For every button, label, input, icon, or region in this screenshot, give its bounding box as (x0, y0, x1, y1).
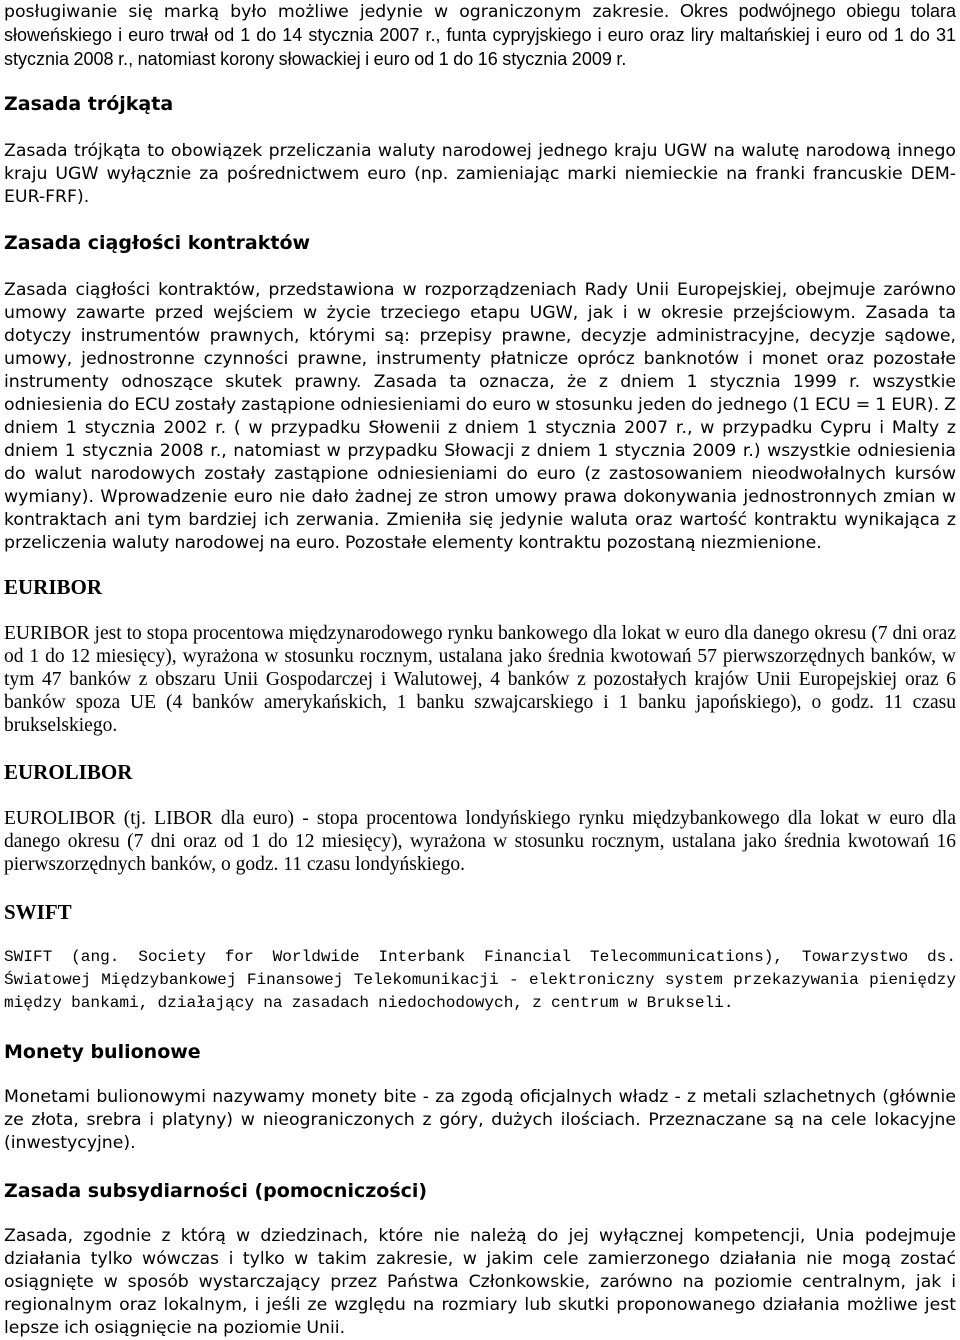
text-span: , w przypadku Cypru i Malty z dniem 1 stycznia 2008 r. (4, 418, 956, 461)
heading-monety-bulionowe: Monety bulionowe (4, 1041, 201, 1063)
text-span: Monetami bulionowymi nazywamy monety bite - za zgodą oficjalnych władz - z metali szlachetnych (głównie ze złota, srebra i platyny) w nieograniczonych z góry, dużych ilościach. (4, 1087, 956, 1130)
text-span: SWIFT (ang. (4, 948, 120, 966)
heading-eurolibor: EUROLIBOR (4, 760, 133, 784)
paragraph-monety-bulionowe (4, 1086, 956, 1155)
text-span: 11 czasu londyńskiego. (278, 854, 466, 875)
text-span: LIBOR dla euro) - stopa procentowa londyńskiego rynku międzybankowego dla lokat w euro dla danego okresu (7 dni oraz od 1 do 12 miesięcy), wyrażona w stosunku rocznym, ustalana jako średnia kwotowań 16 pierwszorzędnych banków, o godz. (4, 808, 956, 875)
text-span: Pozostałe elementy kontraktu pozostaną niezmienione. (339, 533, 822, 553)
paragraph-euribor (4, 622, 956, 737)
heading-swift: SWIFT (4, 900, 72, 924)
heading-zasada-subsydiarnosci: Zasada subsydiarności (pomocniczości) (4, 1180, 428, 1202)
intro-sentence: , natomiast korony słowackiej i euro od 1 do 16 stycznia 2009 r. (128, 49, 627, 69)
text-span: Zasada ta dotyczy instrumentów prawnych, którymi są: przepisy prawne, decyzje administracyjne, decyzje sądowe, umowy, jednostronne czynności prawne, instrumenty płatnicze oprócz banknotów i monet oraz pozostałe instrumenty odnoszące skutek prawny. (4, 303, 957, 392)
paragraph-eurolibor (4, 807, 956, 876)
text-span: Przeznaczane są na cele lokacyjne (inwestycyjne). (4, 1110, 956, 1153)
paragraph-zasada-trojkata (4, 140, 956, 209)
text-span: ) wszystkie odniesienia do walut narodowych zostały zastąpione odniesieniami do euro (z zastosowaniem nieodwołalnych kursów wymiany). (4, 441, 956, 507)
paragraph-zasada-subsydiarnosci (4, 1225, 956, 1340)
text-span: zamieniając marki niemieckie na franki francuskie DEM-EUR-FRF). (4, 164, 956, 207)
text-span: 11 czasu brukselskiego. (4, 692, 956, 736)
text-span: wszystkie odniesienia do ECU zostały zastąpione odniesieniami do euro w stosunku jeden do jednego (1 ECU = 1 EUR). (4, 372, 957, 415)
text-span: Zasada ta oznacza, że z dniem 1 stycznia 1999 r. (361, 372, 861, 392)
text-span: EURIBOR jest to stopa procentowa międzynarodowego rynku bankowego dla lokat w euro dla danego okresu (7 dni oraz od 1 do 12 miesięcy), wyrażona w stosunku rocznym, ustalana jako średnia kwotowań 57 pierwszorzędnych banków, w tym 47 banków z obszaru Unii Gospodarczej i Walutowej, 4 banków z pozostałych krajów Unii Europejskiej oraz 6 banków spoza UE (4 banków amerykańskich, 1 banku szwajcarskiego i 1 banku japońskiego), o godz. (4, 623, 956, 713)
heading-zasada-ciaglosci: Zasada ciągłości kontraktów (4, 232, 311, 254)
text-span: Wprowadzenie euro nie dało żadnej ze stron umowy prawa dokonywania jednostronnych zmian w kontraktach ani tym bardziej ich zerwania. (4, 487, 956, 530)
text-span: ( w przypadku Słowenii z dniem 1 stycznia 2007 r. (226, 418, 687, 438)
heading-zasada-trojkata: Zasada trójkąta (4, 93, 174, 115)
intro-sentence: , funta cypryjskiego i euro oraz liry maltańskiej i euro od 1 do 31 stycznia 2008 r. (4, 25, 956, 69)
intro-sentence: Okres podwójnego obiegu tolara słoweńskiego i euro trwał od 1 do 14 stycznia 2007 r. (4, 1, 956, 45)
paragraph-zasada-ciaglosci (4, 279, 956, 555)
text-span: Zasada ciągłości kontraktów, przedstawiona w rozporządzeniach Rady Unii Europejskiej, obejmuje zarówno umowy zawarte przed wejściem w życie trzeciego etapu UGW, jak i w okresie przejściowym. (4, 280, 956, 323)
text-span: Z dniem 1 stycznia 2002 r. (4, 395, 956, 438)
text-span: Zasada, zgodnie z którą w dziedzinach, które nie należą do jej wyłącznej kompetencji, Unia podejmuje działania tylko wówczas i tylko w takim zakresie, w jakim cele zamierzonego działania nie mogą zostać osiągnięte w sposób wystarczający przez Państwa Członkowskie, zarówno na poziomie centralnym, jak i regionalnym oraz lokalnym, i jeśli ze względu na rozmiary lub skutki proponowanego działania możliwe jest lepsze ich osiągnięcie na poziomie Unii. (4, 1226, 956, 1338)
text-span: Zasada trójkąta to obowiązek przeliczania waluty narodowej jednego kraju UGW na walutę narodową innego kraju UGW wyłącznie za pośrednictwem euro (np. (4, 141, 956, 184)
text-span: EUROLIBOR (tj. (4, 808, 146, 829)
heading-euribor: EURIBOR (4, 575, 103, 599)
intro-paragraph (4, 0, 956, 72)
text-span: Światowej Międzybankowej Finansowej Telekomunikacji - elektroniczny system przekazywania pieniędzy między bankami, działający na zasadach niedochodowych, z centrum w Brukseli. (4, 971, 956, 1012)
paragraph-swift (4, 946, 956, 1015)
intro-sentence: posługiwanie się marką było możliwe jedynie w ograniczonym zakresie. (4, 2, 670, 22)
text-span: Society for Worldwide Interbank Financial Telecommunications), Towarzystwo ds. (119, 948, 956, 966)
text-span: , natomiast w przypadku Słowacji z dniem 1 stycznia 2009 r. (221, 441, 754, 461)
text-span: Zmieniła się jedynie waluta oraz wartość kontraktu wynikająca z przeliczenia waluty narodowej na euro. (4, 510, 957, 553)
